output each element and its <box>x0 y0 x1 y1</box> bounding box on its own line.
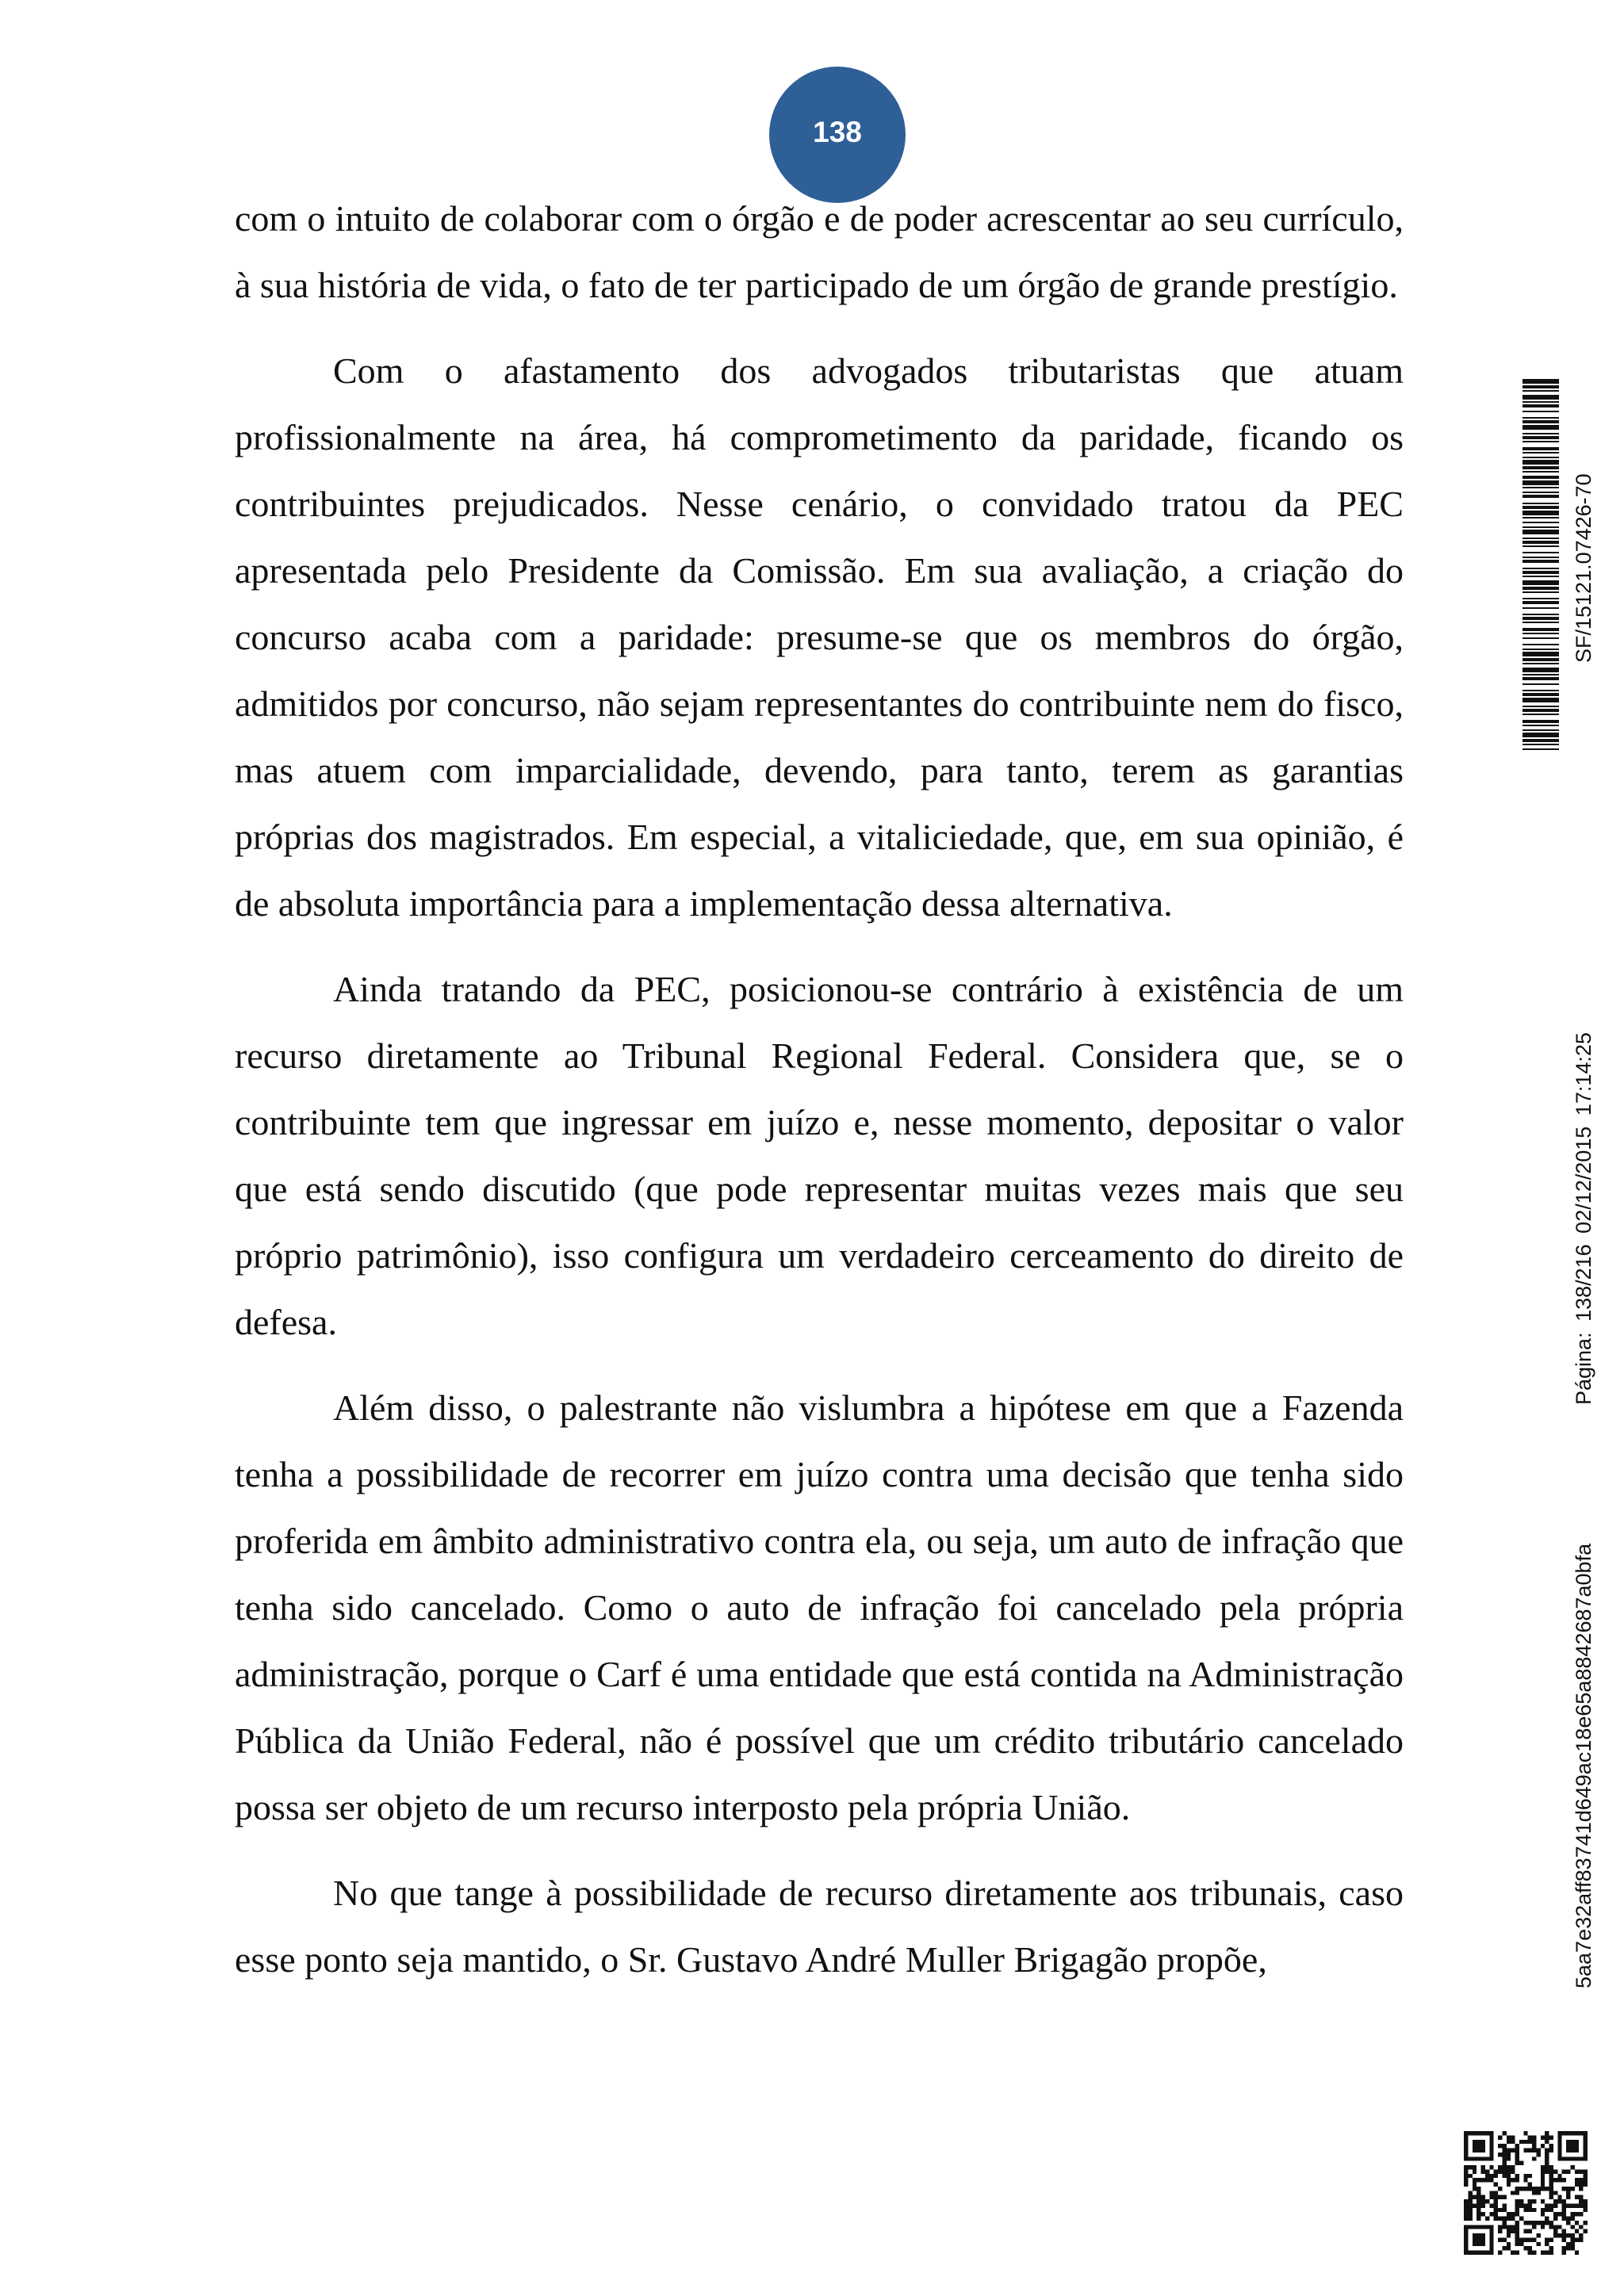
paragraph-2: Com o afastamento dos advogados tributaristas que atuam profissionalmente na área, há comprometimento da paridade, ficando os contribuintes prejudicados. Nesse cenário, o convidado tratou da PEC apresentada pelo Presidente da Comissão. Em sua avaliação, a criação do concurso acaba com a paridade: presume-se que os membros do órgão, admitidos por concurso, não sejam representantes do contribuinte nem do fisco, mas atuem com imparcialidade, devendo, para tanto, terem as garantias próprias dos magistrados. Em especial, a vitaliciedade, que, em sua opinião, é de absoluta importância para a implementação dessa alternativa. <box>235 350 1404 924</box>
page-info: Página: 138/216 02/12/2015 17:14:25 <box>1572 1032 1595 1405</box>
document-body <box>235 186 1404 2012</box>
qr-code-icon <box>1464 2131 1588 2255</box>
paragraph-5: No que tange à possibilidade de recurso diretamente aos tribunais, caso esse ponto seja mantido, o Sr. Gustavo André Muller Brigagão propõe, <box>235 1873 1404 1980</box>
paragraph-3: Ainda tratando da PEC, posicionou-se contrário à existência de um recurso diretamente ao Tribunal Regional Federal. Considera que, se o contribuinte tem que ingressar em juízo e, nesse momento, depositar o valor que está sendo discutido (que pode representar muitas vezes mais que seu próprio patrimônio), isso configura um verdadeiro cerceamento do direito de defesa. <box>235 969 1404 1342</box>
page-number: 138 <box>813 116 862 148</box>
document-hash: 5aa7e32aff83741d649ac18e65a8842687a0bfa <box>1572 1543 1595 1988</box>
page-number-badge <box>769 67 906 203</box>
barcode-icon <box>1522 379 1559 750</box>
document-sf-code: SF/15121.07426-70 <box>1572 473 1595 663</box>
paragraph-4: Além disso, o palestrante não vislumbra a hipótese em que a Fazenda tenha a possibilidade de recorrer em juízo contra uma decisão que tenha sido proferida em âmbito administrativo contra ela, ou seja, um auto de infração que tenha sido cancelado. Como o auto de infração foi cancelado pela própria administração, porque o Carf é uma entidade que está contida na Administração Pública da União Federal, não é possível que um crédito tributário cancelado possa ser objeto de um recurso interposto pela própria União. <box>235 1387 1404 1827</box>
paragraph-1: com o intuito de colaborar com o órgão e de poder acrescentar ao seu currículo, à sua história de vida, o fato de ter participado de um órgão de grande prestígio. <box>235 198 1404 305</box>
